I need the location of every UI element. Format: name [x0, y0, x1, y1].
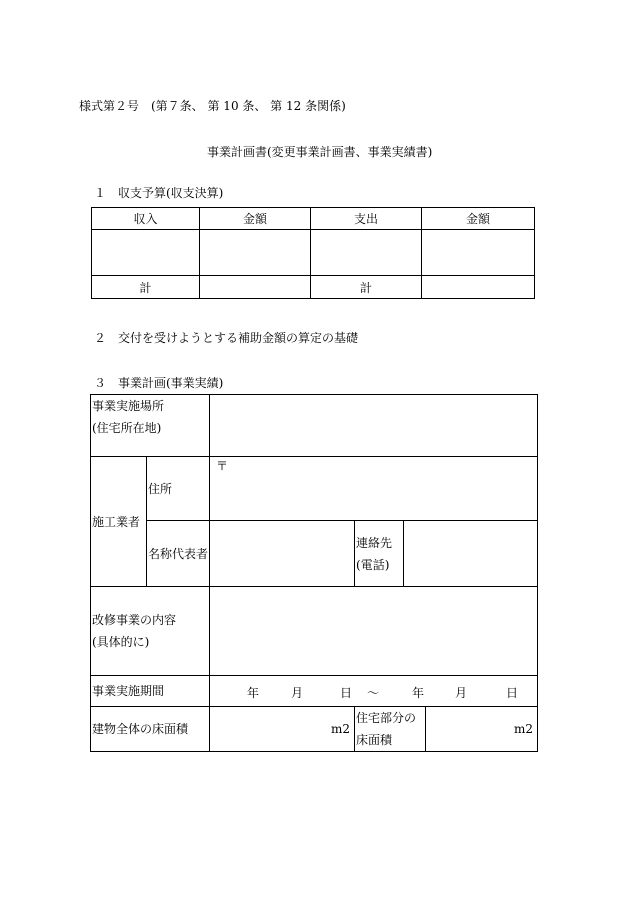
- period-day2: 日: [506, 686, 519, 700]
- content-label: 改修事業の内容 (具体的に): [91, 587, 210, 676]
- address-label: 住所: [147, 457, 210, 521]
- floor-total-label: 建物全体の床面積: [91, 707, 210, 752]
- section2-heading: 交付を受けようとする補助金額の算定の基礎: [118, 331, 359, 345]
- floor-house-unit: m2: [514, 722, 534, 736]
- expense-amount-cell[interactable]: [422, 230, 535, 276]
- address-cell[interactable]: [210, 457, 538, 521]
- content-cell[interactable]: [210, 587, 538, 676]
- period-cell[interactable]: [210, 676, 538, 707]
- period-year1: 年: [247, 686, 260, 700]
- income-total-label: 計: [92, 276, 200, 299]
- section3-number: ３: [94, 376, 107, 390]
- form-number: 様式第２号 (第７条、 第 10 条、 第 12 条関係): [79, 99, 346, 113]
- expense-cell[interactable]: [311, 230, 422, 276]
- col-expense-amount: 金額: [422, 208, 535, 230]
- period-month1: 月: [291, 686, 304, 700]
- location-label: 事業実施場所 (住宅所在地): [91, 395, 210, 457]
- floor-total-cell[interactable]: [210, 707, 355, 752]
- expense-total-label: 計: [311, 276, 422, 299]
- col-income: 収入: [92, 208, 200, 230]
- floor-house-label: 住宅部分の床面積: [355, 707, 426, 752]
- location-cell[interactable]: [210, 395, 538, 457]
- income-amount-cell[interactable]: [200, 230, 311, 276]
- rep-cell[interactable]: [210, 521, 355, 587]
- contractor-label: 施工業者: [91, 457, 147, 587]
- period-month2: 月: [455, 686, 468, 700]
- income-total-cell[interactable]: [200, 276, 311, 299]
- contact-label: 連絡先 (電話): [355, 521, 404, 587]
- contact-cell[interactable]: [404, 521, 538, 587]
- period-label: 事業実施期間: [91, 676, 210, 707]
- period-tilde: ～: [367, 686, 380, 700]
- floor-total-unit: m2: [331, 722, 351, 736]
- plan-table: [90, 394, 538, 752]
- expense-total-cell[interactable]: [422, 276, 535, 299]
- col-expense: 支出: [311, 208, 422, 230]
- floor-house-cell[interactable]: [426, 707, 538, 752]
- budget-table: [91, 207, 535, 299]
- document-title: 事業計画書(変更事業計画書、事業実績書): [207, 145, 433, 159]
- section1-number: １: [94, 186, 107, 200]
- section3-heading: 事業計画(事業実績): [118, 376, 224, 390]
- col-income-amount: 金額: [200, 208, 311, 230]
- section1-heading: 収支予算(収支決算): [118, 186, 224, 200]
- income-cell[interactable]: [92, 230, 200, 276]
- period-day1: 日: [340, 686, 353, 700]
- rep-label: 名称代表者: [147, 521, 210, 587]
- section2-number: ２: [94, 331, 107, 345]
- period-year2: 年: [412, 686, 425, 700]
- postal-mark: 〒: [216, 459, 229, 473]
